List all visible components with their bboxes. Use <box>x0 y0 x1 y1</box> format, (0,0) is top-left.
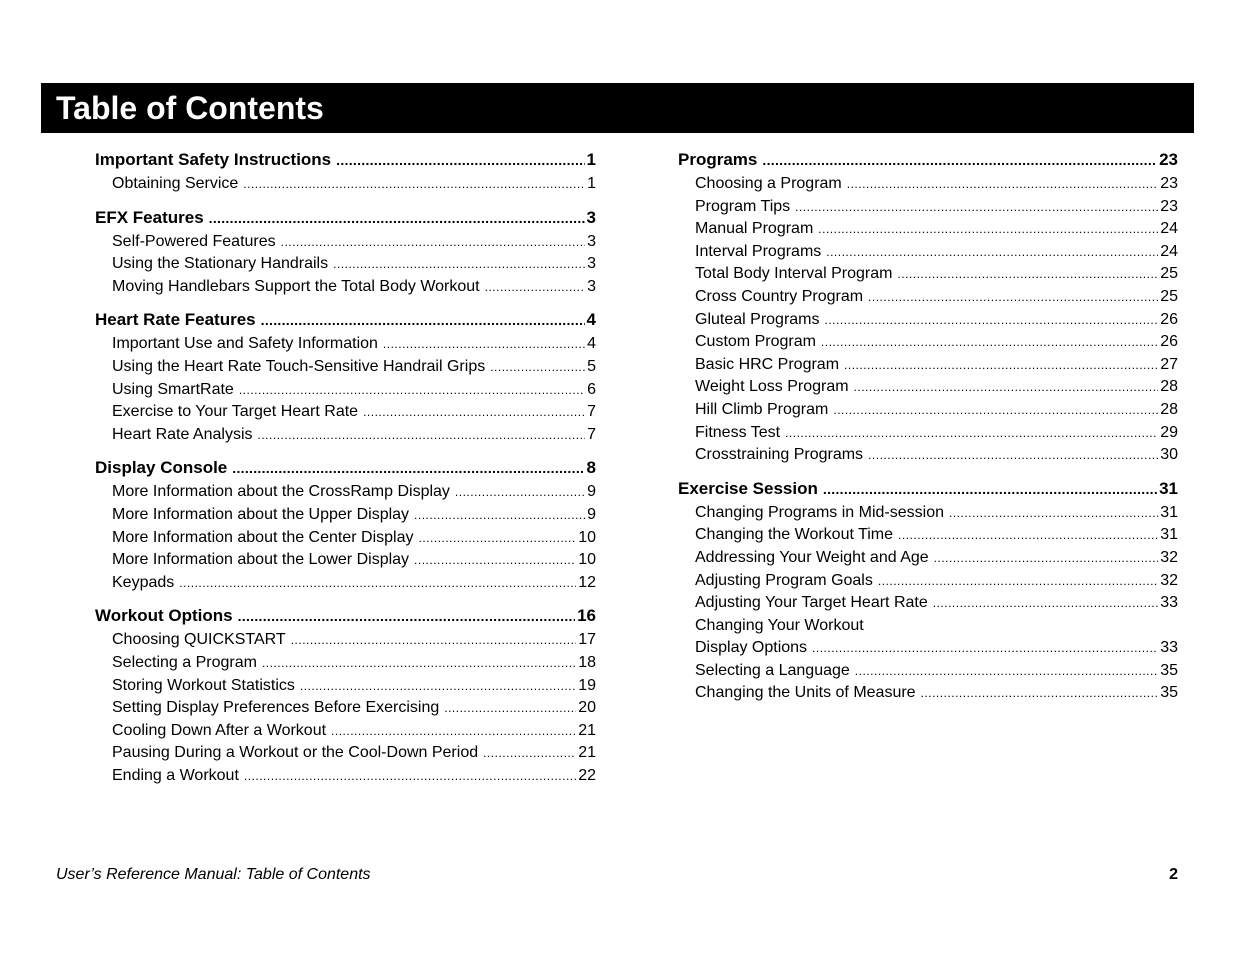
toc-entry[interactable] <box>678 311 1178 334</box>
toc-entry-label: Heart Rate Features <box>95 310 256 330</box>
dot-leader <box>490 360 585 374</box>
toc-entry[interactable] <box>678 526 1178 549</box>
toc-entry-page-number: 5 <box>587 357 596 375</box>
dot-leader <box>455 485 585 499</box>
dot-leader <box>232 460 584 476</box>
toc-entry[interactable] <box>678 288 1178 311</box>
toc-entry-label: Adjusting Program Goals <box>695 571 873 589</box>
toc-entry-page-number: 17 <box>578 631 596 649</box>
toc-section-heading[interactable] <box>678 479 1178 503</box>
toc-section <box>95 150 596 198</box>
toc-entry-page-number: 31 <box>1160 526 1178 544</box>
toc-section <box>95 458 596 596</box>
dot-leader <box>383 337 585 351</box>
toc-entry[interactable] <box>95 631 596 654</box>
toc-entry-label: Choosing a Program <box>695 175 842 192</box>
toc-entry-page-number: 23 <box>1160 175 1178 192</box>
dot-leader <box>921 686 1159 700</box>
toc-entry[interactable] <box>678 265 1178 288</box>
toc-entry-label: Display Console <box>95 458 228 478</box>
toc-entry[interactable] <box>95 483 596 506</box>
toc-entry-page-number: 6 <box>587 380 596 398</box>
toc-entry-page-number: 18 <box>578 653 596 671</box>
toc-section <box>95 606 596 789</box>
dot-leader <box>483 746 576 760</box>
toc-entry-label: Fitness Test <box>695 423 781 441</box>
toc-entry-page-number: 21 <box>578 721 596 739</box>
toc-section-heading[interactable] <box>95 606 596 630</box>
footer-title: User’s Reference Manual: Table of Contents <box>56 866 371 883</box>
dot-leader <box>847 177 1158 191</box>
toc-entry-label: Important Use and Safety Information <box>112 335 378 353</box>
toc-entry-label: Crosstraining Programs <box>695 446 864 464</box>
dot-leader <box>878 574 1158 588</box>
toc-entry-page-number: 28 <box>1160 378 1178 396</box>
toc-entry-page-number: 4 <box>586 310 596 330</box>
toc-entry[interactable] <box>95 175 596 198</box>
toc-entry-page-number: 23 <box>1160 197 1178 215</box>
toc-entry-page-number: 27 <box>1160 355 1178 373</box>
dot-leader <box>934 551 1159 565</box>
toc-entry-label: Keypads <box>112 573 175 591</box>
toc-entry-label: Programs <box>678 150 758 169</box>
dot-leader <box>854 380 1159 394</box>
toc-entry-page-number: 31 <box>1159 478 1178 498</box>
toc-entry[interactable] <box>95 722 596 745</box>
toc-entry-page-number: 22 <box>578 766 596 784</box>
toc-entry-label: Cooling Down After a Workout <box>112 721 327 739</box>
dot-leader <box>868 448 1158 462</box>
toc-left-column <box>95 150 596 799</box>
toc-entry-label: Using the Stationary Handrails <box>112 255 329 273</box>
toc-entry-page-number: 7 <box>587 425 596 443</box>
toc-section <box>678 479 1178 707</box>
dot-leader <box>821 335 1158 349</box>
toc-entry[interactable] <box>678 594 1178 617</box>
toc-entry[interactable] <box>678 356 1178 379</box>
toc-entry-page-number: 1 <box>586 150 596 169</box>
toc-entry-page-number: 32 <box>1160 548 1178 566</box>
toc-entry-label: Heart Rate Analysis <box>112 425 253 443</box>
dot-leader <box>261 312 585 328</box>
toc-entry-label: Weight Loss Program <box>695 378 849 396</box>
toc-section-heading[interactable] <box>678 150 1178 174</box>
toc-entry[interactable] <box>678 504 1178 527</box>
dot-leader <box>418 531 576 545</box>
toc-entry[interactable] <box>95 744 596 767</box>
toc-entry-page-number: 20 <box>578 699 596 717</box>
toc-entry-label: Selecting a Program <box>112 653 257 671</box>
dot-leader <box>933 596 1158 610</box>
toc-entry-label: Custom Program <box>695 333 816 351</box>
toc-entry[interactable] <box>95 529 596 552</box>
dot-leader <box>897 267 1158 281</box>
toc-entry[interactable] <box>678 333 1178 356</box>
toc-entry-page-number: 26 <box>1160 310 1178 328</box>
toc-entry[interactable] <box>678 175 1178 198</box>
toc-entry-label: Basic HRC Program <box>695 355 840 373</box>
toc-entry-label: Exercise to Your Target Heart Rate <box>112 403 359 421</box>
dot-leader <box>336 152 584 168</box>
dot-leader <box>868 290 1158 304</box>
toc-entry-page-number: 9 <box>587 505 596 523</box>
toc-entry-label: Using SmartRate <box>112 380 234 398</box>
toc-entry[interactable] <box>95 278 596 301</box>
toc-entry[interactable] <box>678 446 1178 469</box>
toc-entry-page-number: 32 <box>1160 571 1178 589</box>
toc-entry-page-number: 1 <box>587 175 596 192</box>
toc-entry[interactable] <box>678 243 1178 266</box>
toc-entry-label: Changing Programs in Mid-session <box>695 503 944 521</box>
toc-entry-label: Exercise Session <box>678 478 818 498</box>
toc-entry-label: EFX Features <box>95 207 204 227</box>
dot-leader <box>291 633 577 647</box>
dot-leader <box>333 257 585 271</box>
dot-leader <box>795 200 1158 214</box>
toc-entry[interactable] <box>95 506 596 529</box>
toc-section <box>95 310 596 448</box>
toc-section <box>95 208 596 301</box>
toc-entry-page-number: 8 <box>586 458 596 478</box>
toc-entry-label: Cross Country Program <box>695 287 864 305</box>
toc-entry[interactable] <box>95 551 596 574</box>
toc-entry[interactable] <box>678 198 1178 221</box>
toc-entry-label: Manual Program <box>695 220 814 238</box>
dot-leader <box>818 222 1158 236</box>
toc-entry[interactable] <box>95 767 596 790</box>
dot-leader <box>826 245 1158 259</box>
dot-leader <box>244 769 576 783</box>
title-bar <box>41 83 1194 133</box>
dot-leader <box>363 405 585 419</box>
toc-entry-page-number: 33 <box>1160 594 1178 612</box>
toc-entry-label: Gluteal Programs <box>695 310 820 328</box>
toc-entry[interactable] <box>95 654 596 677</box>
toc-entry-page-number: 30 <box>1160 446 1178 464</box>
dot-leader <box>239 383 585 397</box>
toc-entry[interactable] <box>678 401 1178 424</box>
dot-leader <box>331 724 576 738</box>
toc-entry-page-number: 35 <box>1160 684 1178 702</box>
toc-entry-page-number: 35 <box>1160 661 1178 679</box>
toc-entry[interactable] <box>95 255 596 278</box>
toc-entry-label: Program Tips <box>695 197 791 215</box>
toc-entry-label: Changing the Workout Time <box>695 526 894 544</box>
toc-entry-label: Addressing Your Weight and Age <box>695 548 929 566</box>
toc-entry-label: Choosing QUICKSTART <box>112 631 286 649</box>
toc-entry[interactable] <box>678 549 1178 572</box>
toc-entry-label: Changing the Units of Measure <box>695 684 916 702</box>
toc-section-heading[interactable] <box>95 458 596 482</box>
toc-entry-label: Workout Options <box>95 606 233 626</box>
dot-leader <box>300 679 576 693</box>
toc-entry[interactable] <box>95 358 596 381</box>
toc-section-heading[interactable] <box>95 310 596 334</box>
toc-entry-page-number: 28 <box>1160 400 1178 418</box>
dot-leader <box>179 576 576 590</box>
toc-right-column <box>678 150 1178 717</box>
toc-entry-page-number: 24 <box>1160 242 1178 260</box>
dot-leader <box>258 428 586 442</box>
toc-entry[interactable] <box>678 378 1178 401</box>
dot-leader <box>812 641 1158 655</box>
toc-entry-page-number: 19 <box>578 676 596 694</box>
toc-entry[interactable] <box>95 233 596 256</box>
toc-entry-label: Storing Workout Statistics <box>112 676 295 694</box>
toc-entry-page-number: 7 <box>587 403 596 421</box>
dot-leader <box>281 235 585 249</box>
toc-entry-label: Obtaining Service <box>112 175 239 192</box>
toc-entry-label: Selecting a Language <box>695 661 850 679</box>
toc-entry-page-number: 3 <box>587 232 596 250</box>
toc-entry-label: Display Options <box>695 639 808 657</box>
toc-entry[interactable] <box>678 424 1178 447</box>
page-title: Table of Contents <box>56 90 324 126</box>
toc-entry-label: Adjusting Your Target Heart Rate <box>695 594 928 612</box>
toc-entry[interactable] <box>678 662 1178 685</box>
toc-entry-page-number: 26 <box>1160 333 1178 351</box>
toc-entry-label: Changing Your Workout <box>695 616 864 634</box>
dot-leader <box>823 481 1157 497</box>
toc-entry-page-number: 33 <box>1160 639 1178 657</box>
toc-section-heading[interactable] <box>95 150 596 174</box>
toc-entry-label: Moving Handlebars Support the Total Body Workout <box>112 277 480 295</box>
dot-leader <box>414 553 576 567</box>
toc-entry-page-number: 10 <box>578 528 596 546</box>
toc-entry[interactable] <box>95 403 596 426</box>
toc-entry[interactable] <box>95 699 596 722</box>
toc-entry-label: Setting Display Preferences Before Exercising <box>112 699 440 717</box>
toc-entry-label: Important Safety Instructions <box>95 150 332 169</box>
toc-entry[interactable] <box>95 574 596 597</box>
dot-leader <box>485 280 585 294</box>
dot-leader <box>855 664 1158 678</box>
toc-entry-page-number: 24 <box>1160 220 1178 238</box>
toc-entry[interactable] <box>678 639 1178 662</box>
toc-entry-label: Using the Heart Rate Touch-Sensitive Handrail Grips <box>112 357 486 375</box>
toc-entry-page-number: 29 <box>1160 423 1178 441</box>
toc-entry-label: More Information about the CrossRamp Display <box>112 483 450 501</box>
toc-entry[interactable] <box>678 684 1178 707</box>
dot-leader <box>209 210 585 226</box>
toc-entry-page-number: 9 <box>587 483 596 501</box>
toc-entry-page-number: 23 <box>1159 150 1178 169</box>
toc-entry[interactable] <box>95 426 596 449</box>
toc-entry-page-number: 3 <box>587 255 596 273</box>
toc-entry[interactable] <box>678 220 1178 243</box>
dot-leader <box>844 358 1158 372</box>
toc-entry[interactable] <box>678 617 1178 640</box>
dot-leader <box>833 403 1158 417</box>
toc-entry-page-number: 12 <box>578 573 596 591</box>
dot-leader <box>898 528 1158 542</box>
toc-entry-page-number: 3 <box>586 207 596 227</box>
toc-entry-label: Pausing During a Workout or the Cool-Down Period <box>112 744 479 762</box>
dot-leader <box>825 313 1159 327</box>
dot-leader <box>762 152 1157 168</box>
toc-entry[interactable] <box>95 335 596 358</box>
toc-entry-page-number: 10 <box>578 551 596 569</box>
toc-entry-label: Hill Climb Program <box>695 400 829 418</box>
toc-entry-label: Total Body Interval Program <box>695 265 893 283</box>
toc-entry-page-number: 25 <box>1160 287 1178 305</box>
toc-section-heading[interactable] <box>95 208 596 232</box>
toc-entry-label: Self-Powered Features <box>112 232 276 250</box>
toc-entry[interactable] <box>678 572 1178 595</box>
toc-entry-page-number: 3 <box>587 277 596 295</box>
dot-leader <box>949 506 1158 520</box>
toc-section <box>678 150 1178 469</box>
toc-entry-page-number: 4 <box>587 335 596 353</box>
toc-entry-page-number: 31 <box>1160 503 1178 521</box>
toc-entry-label: Ending a Workout <box>112 766 239 784</box>
dot-leader <box>785 426 1158 440</box>
toc-entry-page-number: 16 <box>577 606 596 626</box>
toc-entry-page-number: 25 <box>1160 265 1178 283</box>
toc-entry[interactable] <box>95 381 596 404</box>
toc-entry-label: More Information about the Upper Display <box>112 505 410 523</box>
toc-entry-label: Interval Programs <box>695 242 822 260</box>
dot-leader <box>243 177 585 191</box>
dot-leader <box>414 508 585 522</box>
toc-entry-page-number: 21 <box>578 744 596 762</box>
dot-leader <box>262 656 576 670</box>
dot-leader <box>238 608 576 624</box>
dot-leader <box>444 701 576 715</box>
toc-entry-label: More Information about the Lower Display <box>112 551 410 569</box>
toc-entry[interactable] <box>95 677 596 700</box>
footer-page-number: 2 <box>1169 866 1178 883</box>
toc-entry-label: More Information about the Center Display <box>112 528 414 546</box>
